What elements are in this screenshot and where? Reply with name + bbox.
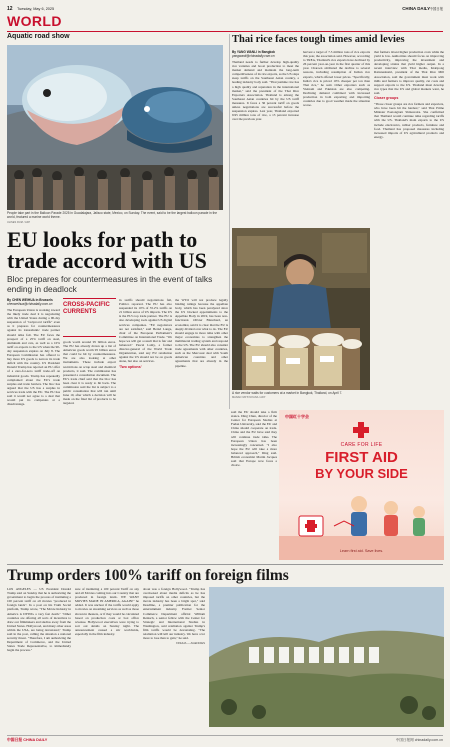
balloon-parade-photo — [7, 45, 223, 210]
thai-caption — [232, 392, 370, 400]
eu-headline: EU looks for path to trade accord with US — [7, 227, 207, 273]
ad-line1: FIRST AID — [325, 449, 398, 466]
thai-body-1: Thailand needs to further develop high-quality rice varieties and boost production to meet the market demand and maintain the long-term competitiveness of its rice exports, as the US slaps steep tariffs on the Southeast Asian country, a leading industry body said. "Thai jasmine rice has a high quality and reputation in the international market," said the president of the Thai Rice Exporters Association. Thailand is among the Southeast Asian countries hit by the US tariff measures. It faces a 36 percent tariff on goods unless negotiations are successful before the suspension expires. Last year, Thailand exported 9.95 million tons of rice, a 13 percent increase over the previous year. — [232, 60, 299, 122]
eu-body-1: The European Union is working toward the likely trade deal it is negotiating with the United States during a 90-day suspension of "reciprocal tariffs" even as it prepares for countermeasures against its transatlantic trade partner should talks fail. The EU faces the prospect of a 25% tariff on steel, aluminum and cars, as well as a 10% tariff on exports to the US when the 90-day suspension expires on July 8. The European Commission has offered to buy more US goods to narrow its trade deficit with the country. US President Donald Trump has rejected an EU offer of a zero-for-zero tariff trade-off on industrial goods. Trump has repeatedly complained about the EU's trade surplus and trade barriers. The bloc has argued that the US has a surplus in services trade with the EU. The EU has said it would not agree to a deal that would put its companies at a disadvantage. — [7, 308, 60, 407]
eu-column-3 — [119, 298, 172, 560]
section-title: WORLD — [7, 13, 62, 29]
thai-subhead: Closer groups — [374, 96, 399, 101]
eu-deck: Bloc prepares for countermeasures in the event of talks ending in deadlock — [7, 274, 213, 294]
thai-body-3b: "Those closer groups are rice farmers and exporters, who have been hit the hardest," said Thai Prime Minister Paetongtarn Shinawatra. She confirmed that Thailand would continue talks regarding tariffs with the US. Thailand's main exports to the US include electronics, rubber products, furniture and food. Thailand has proposed measures including increased imports of US agricultural products and energy. — [374, 102, 444, 139]
thai-email: yangwanli@chinadaily.com.cn — [232, 54, 275, 58]
eu-column-2 — [63, 298, 116, 560]
aquatic-credit: ULISES RUIZ / AFP — [7, 220, 31, 224]
footer-left: 中国日报 CHINA DAILY — [7, 738, 48, 742]
thai-caption-text: A rice vendor waits for customers at a market in Bangkok, Thailand, on April 7. — [232, 391, 343, 395]
eu-body-3: in tariffs should negotiations fail, Politico reported. The EU has also suspended its 10% of 35.2% tariffs on 21 billion euros of US imports. The US is the EU's top trade partner. The EU is also developing tools against US digital services companies. "EU negotiators are not satisfied," said Bernd Lange, chair of the European Parliament's Committee on International Trade. "We hope we will get a result that is fair and balanced." Pascal Lamy, a former director-general of the World Trade Organization, said any EU retaliation against the US should not be on goods alone, but also on services. — [119, 298, 172, 364]
trump-body-1: LOS ANGELES — US President Donald Trump said on Sunday that he is authorizing the government to begin the process of instituting a 100 percent tariff on all movies "produced in foreign lands". In a post on his Truth Social platform, Trump wrote, "The Movie Industry in America is DYING a very fast death." "Other countries are offering all sorts of incentives to draw our filmmakers and studios away from the United States. Hollywood, and many other areas within the USA, are being devastated," Trump said in the post, calling the situation a national security threat. "Therefore, I am authorizing the Department of Commerce, and the United States Trade Representative, to immediately begin the process." — [7, 587, 71, 653]
eu-column-5 — [231, 410, 277, 560]
red-cross-icon — [353, 422, 369, 438]
thai-column-1 — [232, 50, 299, 225]
page-number: 12 — [7, 6, 13, 12]
eu-byline: By CHEN WEIHUA in Brussels — [7, 298, 53, 302]
first-aid-ad — [279, 410, 444, 560]
paper-name: CHINA DAILY — [402, 6, 430, 11]
thai-column-2 — [303, 50, 370, 225]
section-rule — [7, 31, 443, 32]
ad-tag: CARE FOR LIFE — [340, 442, 383, 448]
trump-body-2: sure of instituting a 100 percent Tariff on any and all Movies coming into our Country that are produced in foreign lands. WE WANT MOVIES MADE IN AMERICA, AGAIN!" he added. It was unclear if the tariffs would apply to movies on streaming services as well as those shown in theaters, or if they would be calculated based on production costs or box office revenue. Hollywood executives were trying to sort out details on Sunday night. The announcement caused a stir worldwide, especially in the film industry. — [75, 587, 139, 637]
cross-pacific-logo — [63, 298, 116, 337]
thai-body-3: that farmers invest higher production costs while the yield is low. Authorities should focus on improving productivity, improving the investment and developing strains that yield higher output. In a recent interview with Thai media, Kiatipong Rattanasinsiri, president of the Thai Rice Mill Association, said the government must work with mills and farmers to improve quality, cut costs and support exports to the US. Thailand must develop rice types that the US and global markets want, he said. — [374, 50, 444, 95]
thai-body-2: harvest a target of 7.5 million tons of rice exports this year, the association said. However, according to TREA, Thailand's rice exports have declined by 26 percent year-on-year in the first quarter of this year. Charoen attributed the decline to several reasons, including resumption of Indian rice exports, which offered lower prices. "Specifically, India's rice is priced 10% cheaper per ton than Thai rice," he said. Other exporters such as Vietnam and Pakistan are also competing. Declining demand combined with increased production in both exporting and importing countries due to good weather made the situation worse. — [303, 50, 370, 108]
thai-column-3 — [374, 50, 444, 395]
trump-headline: Trump orders 100% tariff on foreign films — [7, 567, 289, 584]
trump-agency: XINHUA — AGENCIES — [175, 641, 205, 646]
column-divider — [229, 34, 230, 409]
ad-small: Learn first aid. Save lives. — [339, 549, 384, 553]
trump-column-3 — [143, 587, 205, 730]
aquatic-caption-text: People take part in the Balloon Parade 2025 in Guadalajara, Jalisco state, Mexico, on Sunday. The event, said to be the largest balloon parade in the world, featured a marine world theme. — [7, 211, 218, 219]
thai-byline: By YANG WANLI in Bangkok — [232, 50, 276, 54]
eu-email: chenweihua@chinadaily.com.cn — [7, 302, 53, 306]
eu-column-1 — [7, 298, 60, 560]
hollywood-photo — [209, 587, 444, 727]
rice-vendor-photo — [232, 228, 370, 390]
footer — [7, 735, 443, 745]
trump-column-1 — [7, 587, 71, 730]
aquatic-caption — [7, 212, 223, 225]
red-cross-icon-horizontal — [353, 427, 369, 433]
eu-body-4: the WTO will not produce legally binding rulings because the appellate body, which has been paralyzed since the US blocked appointments to the Appellate Body in 2019, has been non-functional. Olivier Blanchard, an economist, said it is clear that the EU is deeply divided over what to do. The EU should engage in more talks with other major economies to strengthen the multilateral trading system and respond to the US. The EU should also consider trade agreements with other countries, such as the Mercosur deal with South American countries and other agreements that are already in the pipeline. — [175, 298, 228, 368]
footer-right: 中国日报网 chinadaily.com.cn — [395, 738, 443, 742]
eu-subhead: 'Two options' — [119, 364, 142, 369]
issue-date: Tuesday, May 6, 2025 — [17, 7, 55, 11]
eu-body-2: goods worth around 95 billion euros. The EU has already drawn up a list of American goods worth 95 billion euros that could be hit by countermeasures. We are also looking at other instruments. These include export restrictions on scrap steel and chemical products, it said. The commission has presented a consultation document. The EU's trade chief said that the bloc has been clear it is ready to hit back. The commission said the list is subject to a public consultation that will run until June 10, after which a decision will be made on the final list of products to be targeted. — [63, 340, 116, 406]
masthead — [7, 5, 443, 15]
trump-rule — [7, 564, 443, 565]
aquatic-kicker: Aquatic road show — [7, 33, 70, 40]
thai-credit: MANAN VATSYAYANA / AFP — [232, 395, 266, 399]
trump-body-3: about was a foreign Hollywood. "Trump has overlooked about media deficits as he has imposed tariffs on other countries, but the movie industry has been a bright spot," said Deadline, a premier publication for the entertainment industry. Former Senior Commerce Department official William Reinsch, a senior fellow with the Center for Strategic and International Studies in Washington, said retaliation against Trump's film tariffs would be devastating. "The retaliation will kill our industry. We have a lot more to lose than to gain," he said. — [143, 587, 205, 641]
trump-column-2 — [75, 587, 139, 730]
paper-name-cn: 中国日报 — [429, 7, 443, 11]
thai-headline: Thai rice faces tough times amid levies — [232, 34, 405, 45]
eu-body-5: said the EU should take a firm stance. Ding Chun, director of the Center for European Studies at Fudan University, said the EU and China should cooperate on trade. China and the EU have said they will continue trade talks. The European Union has been increasingly concerned. "I also hope the EU will take a more balanced approach," Ding said. British economist Martin Jacques said that Europe now faces a choice. — [231, 410, 277, 468]
eu-column-4 — [175, 298, 228, 560]
ad-line2: BY YOUR SIDE — [315, 466, 408, 481]
ad-brand: 中国红十字会 — [285, 414, 309, 419]
cross-pacific-logo-text: CROSS-PACIFIC CURRENTS — [63, 302, 110, 315]
